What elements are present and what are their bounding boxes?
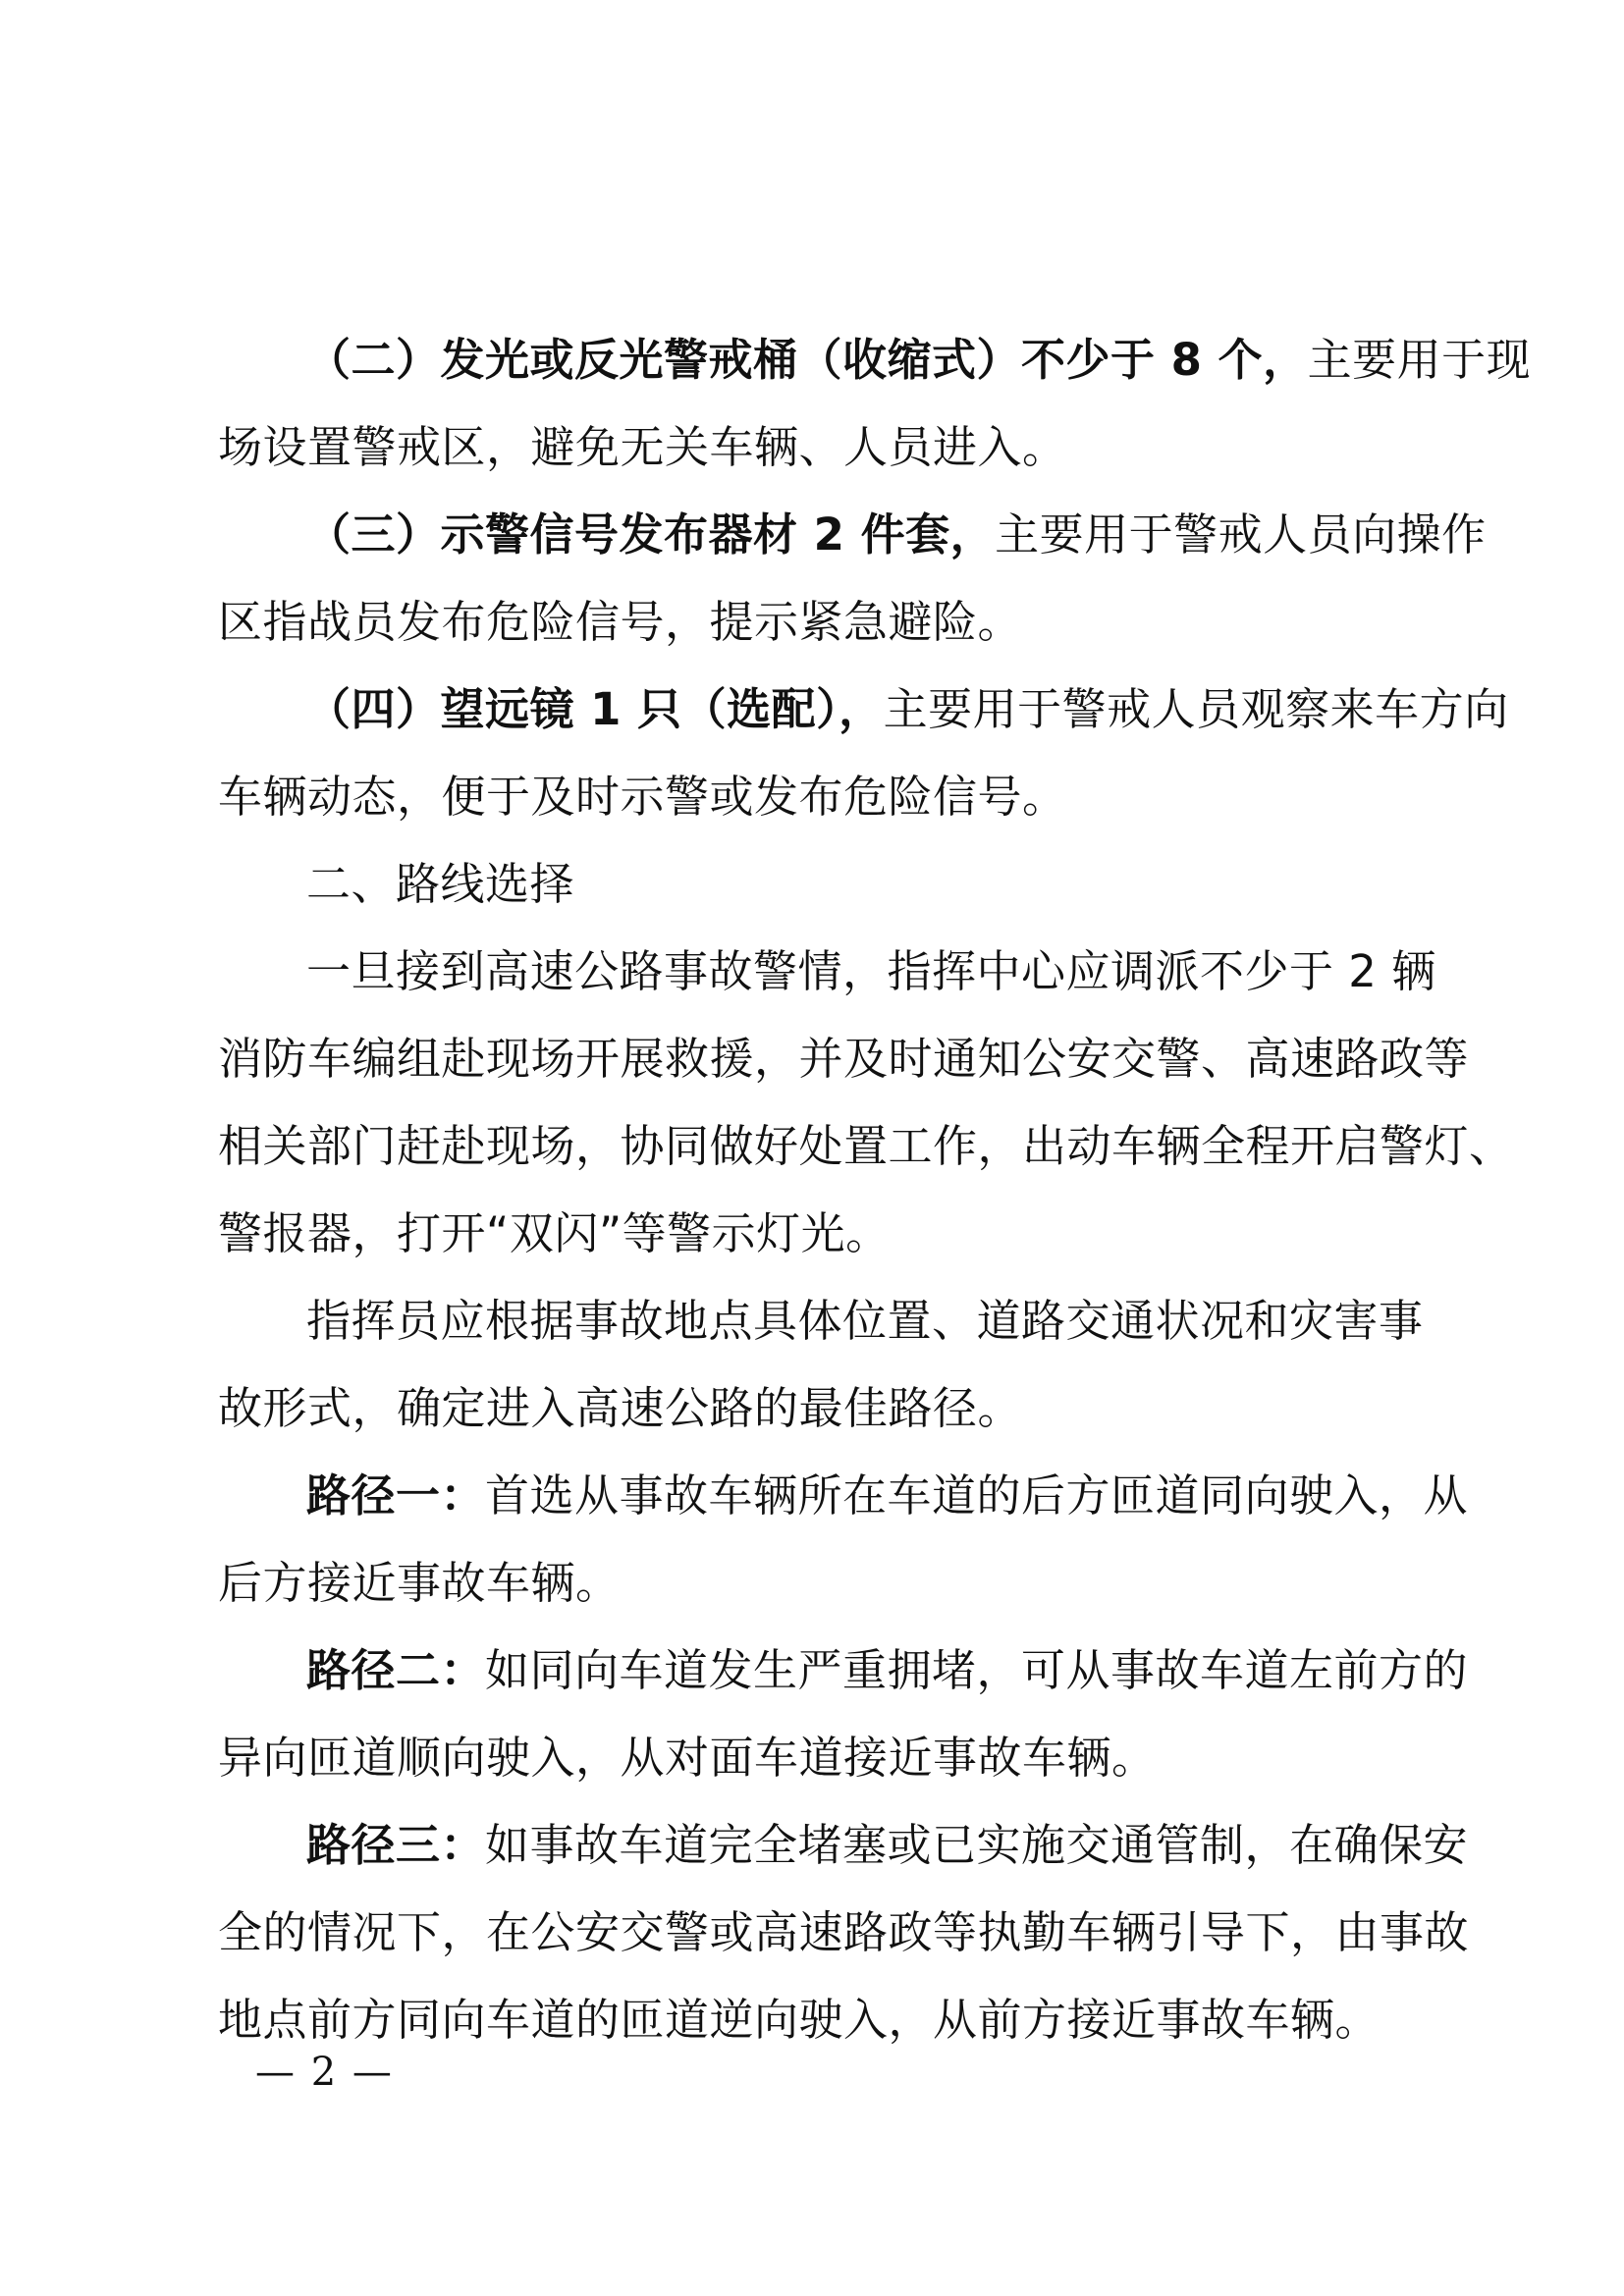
item-3-bold: （三）示警信号发布器材 2 件套， xyxy=(306,508,996,561)
route2-line-1 xyxy=(218,1627,1469,1714)
para1-line-1: 一旦接到高速公路事故警情，指挥中心应调派不少于 2 辆 xyxy=(306,945,1436,997)
route3-line-1 xyxy=(218,1801,1469,1889)
item-3-line-2: 区指战员发布危险信号，提示紧急避险。 xyxy=(218,596,1023,648)
para1-line-2: 消防车编组赴现场开展救援，并及时通知公安交警、高速路政等 xyxy=(218,1033,1470,1085)
route2-text: 如同向车道发生严重拥堵，可从事故车道左前方的 xyxy=(485,1644,1469,1696)
route3-text: 如事故车道完全堵塞或已实施交通管制，在确保安 xyxy=(485,1819,1469,1871)
page-number: — 2 — xyxy=(255,2050,394,2095)
item-2-bold: （二）发光或反光警戒桶（收缩式）不少于 8 个， xyxy=(306,334,1308,386)
document-body xyxy=(218,316,1532,2063)
route2-label: 路径二： xyxy=(306,1644,486,1696)
section-heading: 二、路线选择 xyxy=(306,858,575,910)
route3-label: 路径三： xyxy=(306,1819,486,1871)
route3-line-3: 地点前方同向车道的匝道逆向驶入，从前方接近事故车辆。 xyxy=(218,1994,1380,2046)
item-4-bold: （四）望远镜 1 只（选配）， xyxy=(306,683,884,735)
item-2-line-1 xyxy=(218,316,1532,403)
item-3-text: 主要用于警戒人员向操作 xyxy=(995,508,1487,561)
para2-line-2: 故形式，确定进入高速公路的最佳路径。 xyxy=(218,1382,1023,1434)
item-3-line-1 xyxy=(218,491,1487,578)
item-4-text: 主要用于警戒人员观察来车方向 xyxy=(883,683,1509,735)
route3-line-2: 全的情况下，在公安交警或高速路政等执勤车辆引导下，由事故 xyxy=(218,1906,1470,1958)
route2-line-2: 异向匝道顺向驶入，从对面车道接近事故车辆。 xyxy=(218,1732,1157,1784)
para1-line-4: 警报器，打开“双闪”等警示灯光。 xyxy=(218,1207,891,1259)
route1-line-1 xyxy=(218,1452,1469,1539)
para1-line-3: 相关部门赶赴现场，协同做好处置工作，出动车辆全程开启警灯、 xyxy=(218,1120,1514,1172)
route1-line-2: 后方接近事故车辆。 xyxy=(218,1557,621,1609)
item-2-line-2: 场设置警戒区，避免无关车辆、人员进入。 xyxy=(218,421,1067,473)
item-4-line-1 xyxy=(218,666,1509,753)
para2-line-1: 指挥员应根据事故地点具体位置、道路交通状况和灾害事 xyxy=(306,1295,1424,1347)
route1-label: 路径一： xyxy=(306,1469,486,1522)
item-4-line-2: 车辆动态，便于及时示警或发布危险信号。 xyxy=(218,771,1067,823)
route1-text: 首选从事故车辆所在车道的后方匝道同向驶入，从 xyxy=(485,1469,1469,1522)
item-2-text: 主要用于现 xyxy=(1307,334,1532,386)
